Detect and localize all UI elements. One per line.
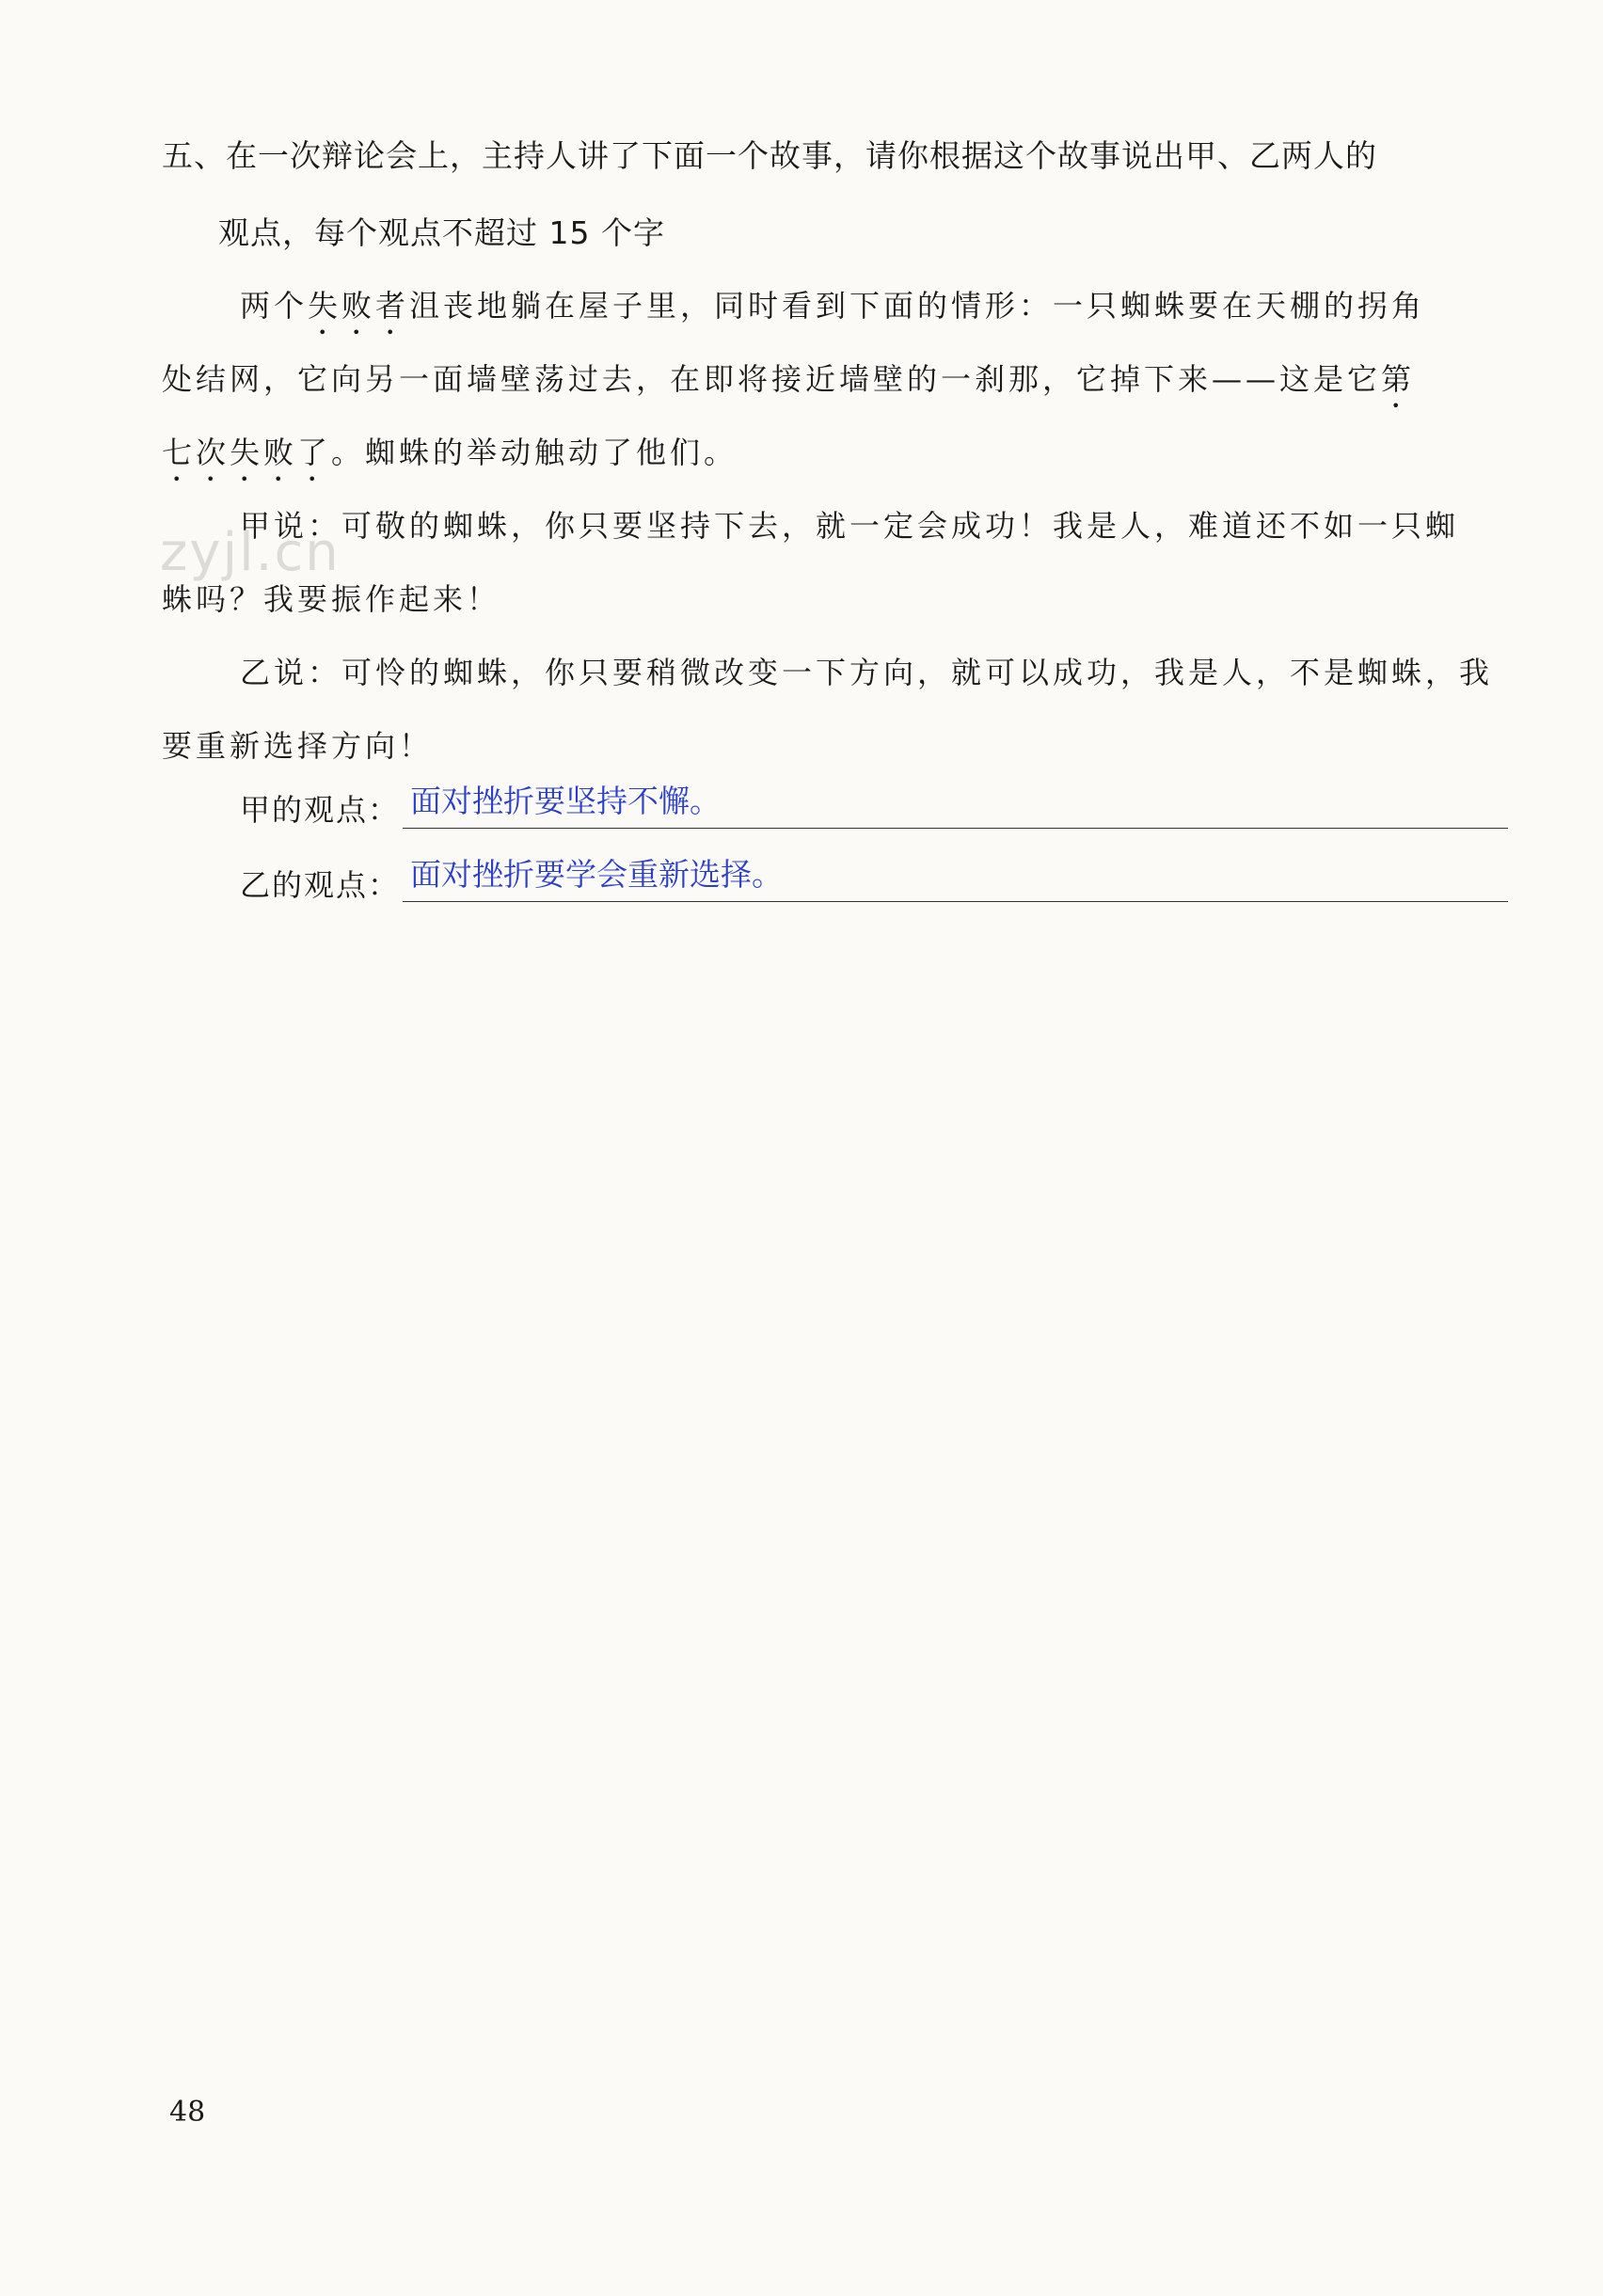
jia-viewpoint-label: 甲的观点： — [240, 792, 401, 828]
emphasized-text: 失败者 — [308, 288, 410, 324]
emphasized-text: 七次失败了 — [162, 435, 332, 470]
yi-viewpoint-label: 乙的观点： — [240, 867, 401, 903]
question-line-2: 观点，每个观点不超过 15 个字 — [218, 214, 665, 251]
story-text: 处结网，它向另一面墙壁荡过去，在即将接近墙壁的一刹那，它掉下来——这是它 — [162, 361, 1382, 397]
story-text: 两个 — [240, 288, 309, 324]
jia-says-line-2: 蛛吗？我要振作起来！ — [162, 581, 501, 617]
story-paragraph-1-line-2 — [162, 356, 1415, 415]
story-text: 沮丧地躺在屋子里，同时看到下面的情形：一只蜘蛛要在天棚的拐角 — [409, 288, 1426, 324]
yi-answer-text: 面对挫折要学会重新选择。 — [410, 856, 783, 893]
yi-answer-line — [403, 901, 1508, 902]
story-paragraph-1-line-3 — [162, 429, 738, 488]
emphasized-text: 第 — [1381, 361, 1416, 397]
jia-answer-line — [403, 828, 1508, 829]
yi-says-line-1: 乙说：可怜的蜘蛛，你只要稍微改变一下方向，就可以成功，我是人，不是蜘蛛，我 — [240, 655, 1494, 690]
page-number: 48 — [169, 2096, 206, 2129]
question-line-1: 五、在一次辩论会上，主持人讲了下面一个故事，请你根据这个故事说出甲、乙两人的 — [162, 137, 1377, 174]
watermark: zyjl.cn — [160, 522, 341, 583]
story-text: 。蜘蛛的举动触动了他们。 — [331, 435, 738, 470]
jia-says-line-1: 甲说：可敬的蜘蛛，你只要坚持下去，就一定会成功！我是人，难道还不如一只蜘 — [240, 508, 1460, 544]
jia-answer-text: 面对挫折要坚持不懈。 — [410, 783, 721, 819]
yi-says-line-2: 要重新选择方向！ — [162, 728, 434, 764]
story-paragraph-1-line-1 — [240, 282, 1425, 341]
